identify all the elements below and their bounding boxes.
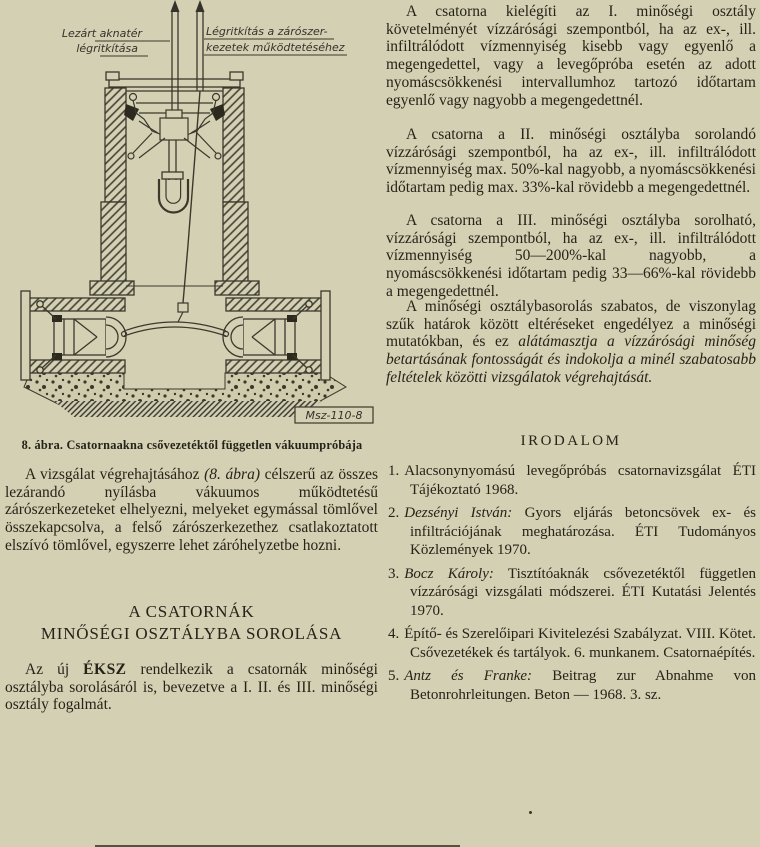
manhole-cross-section-drawing bbox=[2, 0, 374, 430]
label-sealed-shaft-evacuation-2: légritkítása bbox=[76, 42, 138, 55]
reference-text: Építő- és Szerelőipari Kivitelezési Szabályzat. VIII. Kötet. Csővezetékek és tartályok. 6. munkanem. Csatornaépítés. bbox=[404, 626, 756, 661]
bibliography-heading: IRODALOM bbox=[520, 433, 622, 449]
reference-text: Alacsonynyomású levegőpróbás csatornavizsgálat ÉTI Tájékoztató 1968. bbox=[404, 463, 756, 498]
reference-item bbox=[388, 504, 756, 560]
emphasized-text: alátámasztja a vízzárósági minőség betartásának fontosságát és indokolja a minél szabatosabb feltételek közötti vizsgálatok végrehajtását. bbox=[386, 333, 756, 386]
connecting-hose bbox=[122, 303, 229, 337]
abbreviation-eksz: ÉKSZ bbox=[83, 661, 127, 678]
reference-number: 5. bbox=[388, 668, 400, 684]
paragraph-class-1: A csatorna kielégíti az I. minőségi osztály követelményét vízzárósági szempontból, ha az ex-, ill. infiltrálódott vízmennyiség kisebb vagy egyenlő a megengedettel, vagy a levegőpróba esetén az adott nyomáscsökkenési intervallumhoz tartozó időtartam egyenlő vagy nagyobb a megengedettnél. bbox=[386, 3, 756, 109]
reference-number: 1. bbox=[388, 463, 400, 479]
figure-reference: (8. ábra) bbox=[204, 466, 260, 483]
heading-line: MINŐSÉGI OSZTÁLYBA SOROLÁSA bbox=[40, 624, 343, 643]
reference-list bbox=[388, 462, 756, 709]
scan-speck bbox=[529, 811, 532, 814]
paragraph-classification bbox=[386, 298, 756, 387]
reference-item bbox=[388, 625, 756, 662]
drawing-number: Msz-110-8 bbox=[305, 409, 363, 422]
u-tube bbox=[159, 140, 188, 213]
label-sealed-shaft-evacuation: Lezárt aknatér bbox=[61, 27, 142, 40]
label-closure-evacuation: Légritkítás a zárószer- bbox=[206, 25, 328, 38]
upper-seal-mechanism bbox=[124, 94, 225, 160]
up-arrow-icon bbox=[196, 0, 205, 12]
reference-number: 3. bbox=[388, 565, 400, 582]
paragraph-test-execution bbox=[5, 466, 378, 555]
reference-author: Dezsényi István: bbox=[404, 505, 513, 521]
paragraph-class-2: A csatorna a II. minőségi osztályba sorolandó vízzárósági szempontból, ha az ex-, ill. infiltrálódott vízmennyiség max. 50%-kal nagyobb, a nyomáscsökkenési időtartam pedig max. 33%-kal rövidebb a megengedettnél. bbox=[386, 126, 756, 197]
text-segment: A minőségi osztálybasorolás szabatos, de viszonylag szűk határok között eltéréseket engedélyez a minőségi mutatókban, és ez bbox=[386, 298, 756, 351]
heading-line: A CSATORNÁK bbox=[128, 602, 255, 621]
reference-text: Beitrag zur Abnahme von Betonrohrleitungen. Beton — 1968. 3. sz. bbox=[410, 668, 756, 703]
reference-item bbox=[388, 667, 756, 704]
drawing-number-box bbox=[295, 407, 373, 423]
text-segment: rendelkezik a csatornák minőségi osztályba sorolásáról is, bevezetve a I. II. és III. minőségi osztály fogalmát. bbox=[5, 661, 378, 714]
label-closure-evacuation-2: kezetek működtetéséhez bbox=[206, 41, 345, 54]
reference-author: Antz és Franke: bbox=[404, 668, 533, 684]
text-segment: Az új bbox=[25, 661, 84, 678]
reference-item bbox=[388, 565, 756, 621]
reference-author: Bocz Károly: bbox=[404, 565, 494, 582]
paragraph-class-3: A csatorna a III. minőségi osztályba sorolható, vízzárósági szempontból, ha az ex-, ill. infiltrálódott vízmennyiség 50—200%-kal nagyobb, a nyomáscsökkenési időtartam pedig 33—66%-kal rövidebb a megengedettnél. bbox=[386, 212, 756, 300]
reference-item bbox=[388, 462, 756, 499]
reference-number: 2. bbox=[388, 505, 400, 521]
figure-caption: 8. ábra. Csatornaakna csővezetéktől független vákuumpróbája bbox=[21, 438, 363, 452]
section-heading bbox=[5, 601, 378, 645]
reference-text: Gyors eljárás betoncsövek ex- és infiltrációjának meghatározása. ÉTI Tudományos Közlemények 1970. bbox=[410, 505, 756, 558]
figure-manhole-vacuum-test bbox=[2, 0, 374, 430]
up-arrow-icon bbox=[171, 0, 180, 12]
paragraph-eksz bbox=[5, 661, 378, 714]
reference-number: 4. bbox=[388, 626, 400, 642]
reference-text: Tisztítóaknák csővezetéktől független vízzárósági vizsgálati módszerei. ÉTI Kutatási Jelentés 1970. bbox=[410, 565, 756, 619]
text-segment: célszerű az összes lezárandó nyílásba vákuumos működtetésű zárószerkezeteket elhelyezni, melyeket egymással tömlővel összekapcsolva, a felső zárószerkezethez csatlakoztatott elszívó tömlővel, egyszerre lehet záróhelyzetbe hozni. bbox=[5, 466, 379, 554]
text-segment: A vizsgálat végrehajtásához bbox=[25, 466, 205, 483]
